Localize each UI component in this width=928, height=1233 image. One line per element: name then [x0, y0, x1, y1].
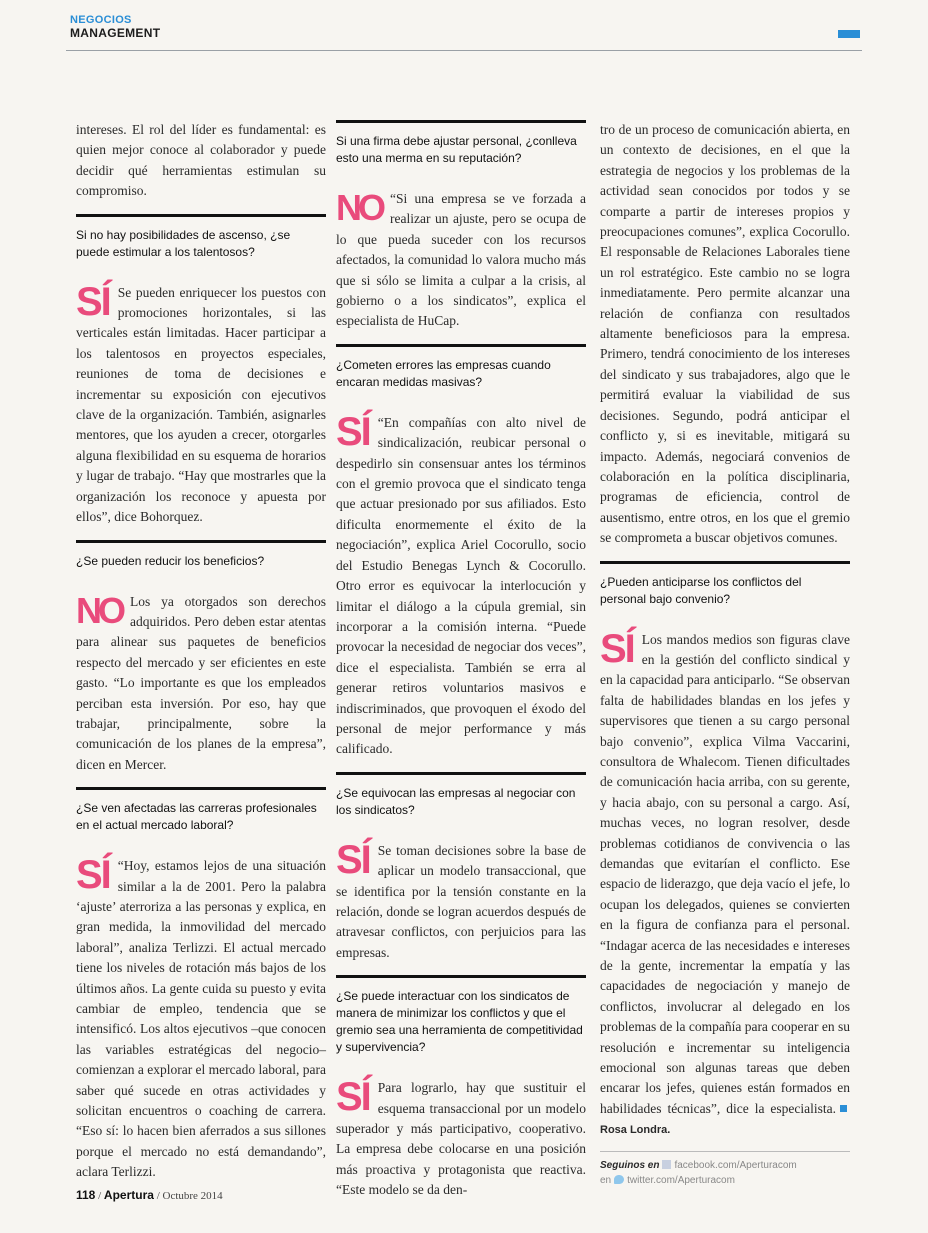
page-number: 118 — [76, 1188, 96, 1202]
magazine-name: Apertura — [103, 1188, 154, 1202]
answer-drop-cap: SÍ — [76, 279, 110, 324]
answer-text: Para lograrlo, hay que sustituir el esquema transaccional por un modelo superador y más participativo, cooperativo. La empresa debe colocarse en una posición más proactiva y protagonista que reactiva. “Este modelo se da den- — [336, 1080, 586, 1198]
question-heading: ¿Se ven afectadas las carreras profesionales en el actual mercado laboral? — [76, 787, 326, 844]
section-tab-marker — [838, 30, 860, 38]
answer-drop-cap: SÍ — [336, 409, 370, 454]
facebook-link[interactable]: facebook.com/Aperturacom — [674, 1159, 797, 1171]
intro-paragraph: tro de un proceso de comunicación abierta, en un contexto de decisiones, en el que la estrategia de negocios y los problemas de la actividad sean conocidos por todos y se comparte a partir de intereses propios y preocupaciones comunes”, explica Cocorullo. El responsable de Relaciones Laborales tiene un rol estratégico. Este cambio no se logra inmediatamente. Pero permite alcanzar una relación de confianza con resultados altamente beneficiosos para la empresa. Primero, tendrá conocimiento de los intereses del sindicato y sus trabajadores, algo que le permitirá evaluar la viabilidad de sus decisiones. Segundo, podrá anticipar el conflicto y, si es inevitable, mitigará su impacto. Además, negociará convenios de colaboración en la política disciplinaria, programas de eficiencia, control de ausentismo, entre otros, en los que el gremio se comprometa a buscar objetivos comunes. — [600, 122, 850, 546]
answer-paragraph — [336, 1075, 586, 1200]
answer-text: Los ya otorgados son derechos adquiridos. Pero deben estar atentas para alinear sus paquetes de beneficios respecto del mercado y ser eficientes en este gasto. “Lo importante es que los empleados perciban esta inversión. Por eso, hay que trabajar, principalmente, sobre la comunicación de los planes de la empresa”, dicen en Mercer. — [76, 593, 326, 772]
issue-date: Octubre 2014 — [162, 1190, 223, 1202]
question-heading: ¿Se pueden reducir los beneficios? — [76, 540, 326, 580]
question-heading: ¿Pueden anticiparse los conflictos del personal bajo convenio? — [600, 561, 850, 618]
follow-en-label: en — [600, 1174, 612, 1186]
answer-paragraph — [76, 279, 326, 528]
section-label: NEGOCIOS — [70, 14, 132, 26]
answer-drop-cap: SÍ — [76, 853, 110, 898]
answer-text: Se pueden enriquecer los puestos con promociones horizontales, si las verticales están limitadas. Hacer participar a los talentosos en proyectos especiales, reuniones de toma de decisiones e incrementar su exposición con ejecutivos clave de la organización. También, asignarles mentores, que los ayuden a crecer, otorgarles alguna flexibilidad en su esquema de horarios y lugar de trabajo. “Hay que mostrarles que la organización los reconoce y apuesta por ellos”, dice Bohorquez. — [76, 284, 326, 525]
twitter-link[interactable]: twitter.com/Aperturacom — [627, 1174, 735, 1186]
footer-separator: / — [98, 1190, 102, 1202]
author-name: Rosa Londra. — [600, 1124, 671, 1137]
answer-drop-cap: NO — [336, 187, 382, 228]
answer-text: “En compañías con alto nivel de sindicalización, reubicar personal o despedirlo sin consensuar antes los términos con el gremio provoca que el sindicato tenga que actuar presionado por sus afiliados. Esto dificulta enormemente el éxito de la negociación”, explica Ariel Cocorullo, socio del Estudio Benegas Lynch & Cocorullo. Otro error es equivocar la interlocución y limitar el diálogo a la cúpula gremial, sin incorporar a la comisión interna. “Puede provocar la necesidad de negociar dos veces”, dice el especialista. También se erra al generar retiros voluntarios masivos e indiscriminados, que provoquen el éxodo del personal de mejor performance y más calificado. — [336, 414, 586, 757]
facebook-icon — [662, 1160, 671, 1169]
question-heading: ¿Se equivocan las empresas al negociar con los sindicatos? — [336, 772, 586, 829]
question-heading: ¿Cometen errores las empresas cuando encaran medidas masivas? — [336, 344, 586, 401]
question-heading: ¿Se puede interactuar con los sindicatos de manera de minimizar los conflictos y que el gremio sea una herramienta de competitividad y supervivencia? — [336, 975, 586, 1066]
intro-paragraph: intereses. El rol del líder es fundamental: es quien mejor conoce al colaborador y puede decidir qué herramientas estimulan su compromiso. — [76, 122, 326, 199]
column-3 — [600, 120, 850, 1188]
answer-paragraph — [336, 837, 586, 963]
column-2 — [336, 120, 586, 1201]
social-follow — [600, 1151, 850, 1188]
answer-drop-cap: SÍ — [336, 1075, 370, 1120]
question-heading: Si no hay posibilidades de ascenso, ¿se puede estimular a los talentosos? — [76, 214, 326, 271]
answer-text: Se toman decisiones sobre la base de aplicar un modelo transaccional, que se identifica por la tensión constante en la relación, donde se logran acuerdos después de atravesar conflictos, con perjuicios para las empresas. — [336, 842, 586, 960]
page-footer — [76, 1188, 223, 1202]
answer-paragraph — [600, 626, 851, 1141]
answer-paragraph — [336, 409, 586, 760]
answer-paragraph — [76, 853, 326, 1183]
answer-paragraph — [76, 589, 326, 776]
subsection-label: MANAGEMENT — [70, 26, 161, 40]
answer-text: Los mandos medios son figuras clave en la gestión del conflicto sindical y en la capacidad para anticiparlo. “Se observan falta de habilidades blandas en los jefes y supervisores que tienen a su cargo personal bajo convenio”, explica Vilma Vaccarini, consultora de Whalecom. Tienen dificultades de comunicación hacia arriba, con su gerente, y hacia abajo, con su personal a cargo. Así, muchas veces, no logran resolver, desde problemas cotidianos de convivencia o las demandas que evitarían el conflicto. Ese espacio de liderazgo, que deja vacío el jefe, lo ocupan los delegados, quienes se convierten en la figura de confianza para el personal. “Indagar acerca de las necesidades e intereses de la gente, incrementar la empatía y las capacidades de negociación y manejo de conflictos, involucrar al delegado en los problemas de la compañía para cooperar en su resolución e incrementar su inteligencia emocional son algunas tareas que deben encarar los jefes, quienes están formados en habilidades técnicas”, dice la especialista. — [600, 631, 851, 1116]
header-divider — [66, 50, 862, 51]
question-heading: Si una firma debe ajustar personal, ¿conlleva esto una merma en su reputación? — [336, 120, 586, 177]
answer-drop-cap: NO — [76, 589, 122, 631]
twitter-icon — [614, 1175, 624, 1184]
answer-paragraph — [336, 189, 586, 332]
page-header — [70, 14, 860, 50]
end-square-icon — [840, 1105, 847, 1112]
answer-drop-cap: SÍ — [336, 837, 370, 882]
answer-text: “Si una empresa se ve forzada a realizar un ajuste, pero se ocupa de lo que pueda suceder con los recursos afectados, la comunidad lo valora mucho más que si sólo se limita a culpar a la crisis, al gobierno o a los sindicatos”, explica el especialista de HuCap. — [336, 191, 586, 329]
column-1 — [76, 120, 326, 1183]
answer-text: “Hoy, estamos lejos de una situación similar a la de 2001. Pero la palabra ‘ajuste’ aterroriza a las personas y explica, en gran medida, la inmovilidad del mercado laboral”, analiza Terlizzi. El actual mercado tiene los niveles de rotación más bajos de los últimos años. La gente cuida su puesto y evita cambiar de empleo, tendencia que se intensificó. Los altos ejecutivos –que conocen las variables estratégicas del negocio– comienzan a explorar el mercado laboral, para saber qué sucede en otras actividades y solicitan encuentros o coaching de carrera. “Eso sí: lo hacen bien aferrados a sus sillones porque el mercado no está demandando”, aclara Terlizzi. — [76, 858, 326, 1180]
footer-separator: / — [156, 1190, 160, 1202]
follow-label: Seguinos en — [600, 1159, 660, 1171]
answer-drop-cap: SÍ — [600, 626, 634, 671]
